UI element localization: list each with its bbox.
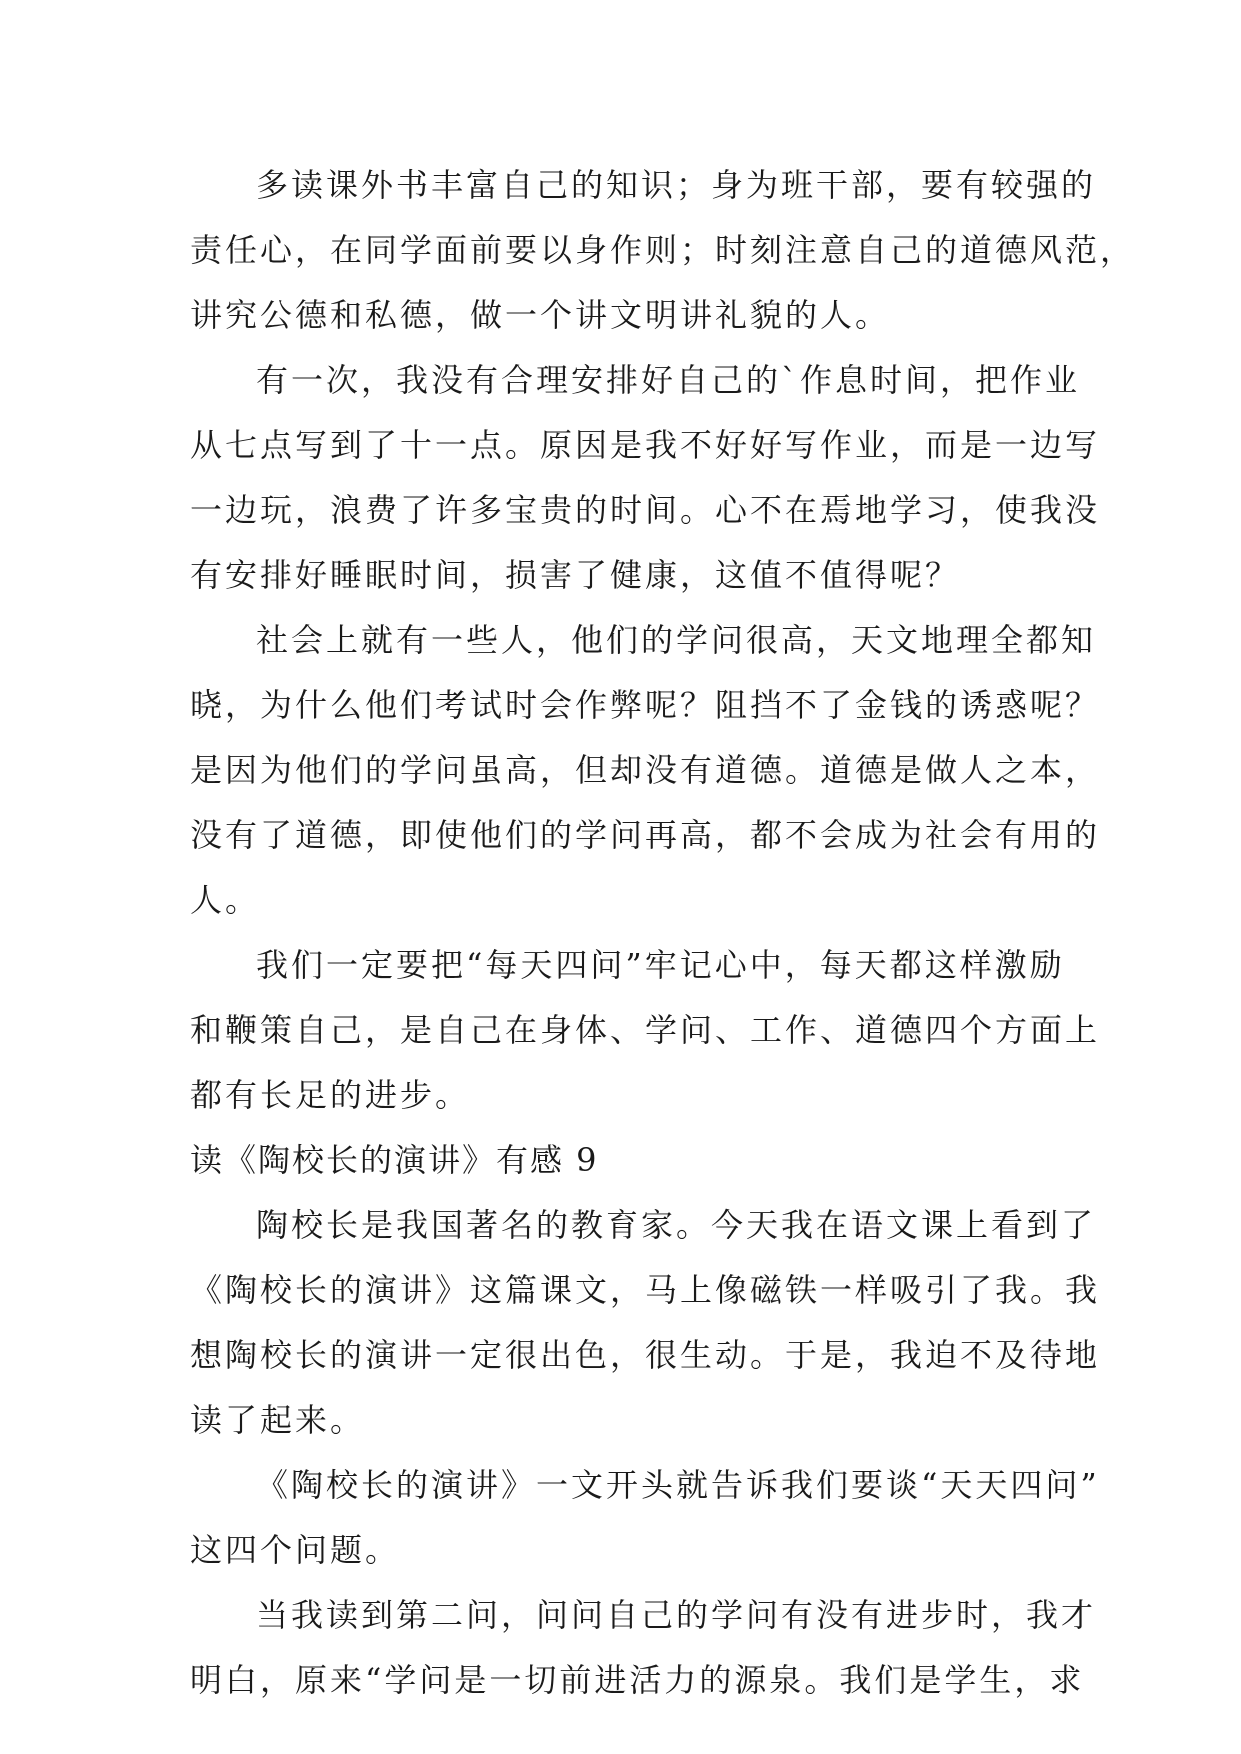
text-line: 责任心，在同学面前要以身作则；时刻注意自己的道德风范，	[190, 231, 1136, 269]
text-line: 《陶校长的演讲》一文开头就告诉我们要谈“天天四问”	[256, 1466, 1100, 1504]
text-line: 都有长足的进步。	[190, 1076, 471, 1114]
text-line: 和鞭策自己，是自己在身体、学问、工作、道德四个方面上	[190, 1011, 1101, 1049]
text-line: 《陶校长的演讲》这篇课文，马上像磁铁一样吸引了我。我	[190, 1271, 1101, 1309]
text-line: 多读课外书丰富自己的知识；身为班干部，要有较强的	[256, 166, 1097, 204]
text-line: 我们一定要把“每天四问”牢记心中，每天都这样激励	[256, 946, 1065, 984]
section-heading: 读《陶校长的演讲》有感 9	[190, 1141, 599, 1179]
text-line: 当我读到第二问，问问自己的学问有没有进步时，我才	[256, 1596, 1097, 1634]
text-line: 有一次，我没有合理安排好自己的`作息时间，把作业	[256, 361, 1081, 399]
text-line: 读了起来。	[190, 1401, 366, 1439]
text-line: 明白，原来“学问是一切前进活力的源泉。我们是学生，求	[190, 1661, 1085, 1699]
text-line: 讲究公德和私德，做一个讲文明讲礼貌的人。	[190, 296, 891, 334]
text-line: 人。	[190, 881, 261, 919]
text-line: 没有了道德，即使他们的学问再高，都不会成为社会有用的	[190, 816, 1101, 854]
text-line: 从七点写到了十一点。原因是我不好好写作业，而是一边写	[190, 426, 1101, 464]
text-line: 晓，为什么他们考试时会作弊呢？阻挡不了金钱的诱惑呢？	[190, 686, 1101, 724]
text-line: 有安排好睡眠时间，损害了健康，这值不值得呢？	[190, 556, 961, 594]
text-line: 想陶校长的演讲一定很出色，很生动。于是，我迫不及待地	[190, 1336, 1101, 1374]
text-line: 陶校长是我国著名的教育家。今天我在语文课上看到了	[256, 1206, 1097, 1244]
text-line: 是因为他们的学问虽高，但却没有道德。道德是做人之本，	[190, 751, 1101, 789]
text-line: 一边玩，浪费了许多宝贵的时间。心不在焉地学习，使我没	[190, 491, 1101, 529]
text-line: 这四个问题。	[190, 1531, 401, 1569]
text-line: 社会上就有一些人，他们的学问很高，天文地理全都知	[256, 621, 1097, 659]
